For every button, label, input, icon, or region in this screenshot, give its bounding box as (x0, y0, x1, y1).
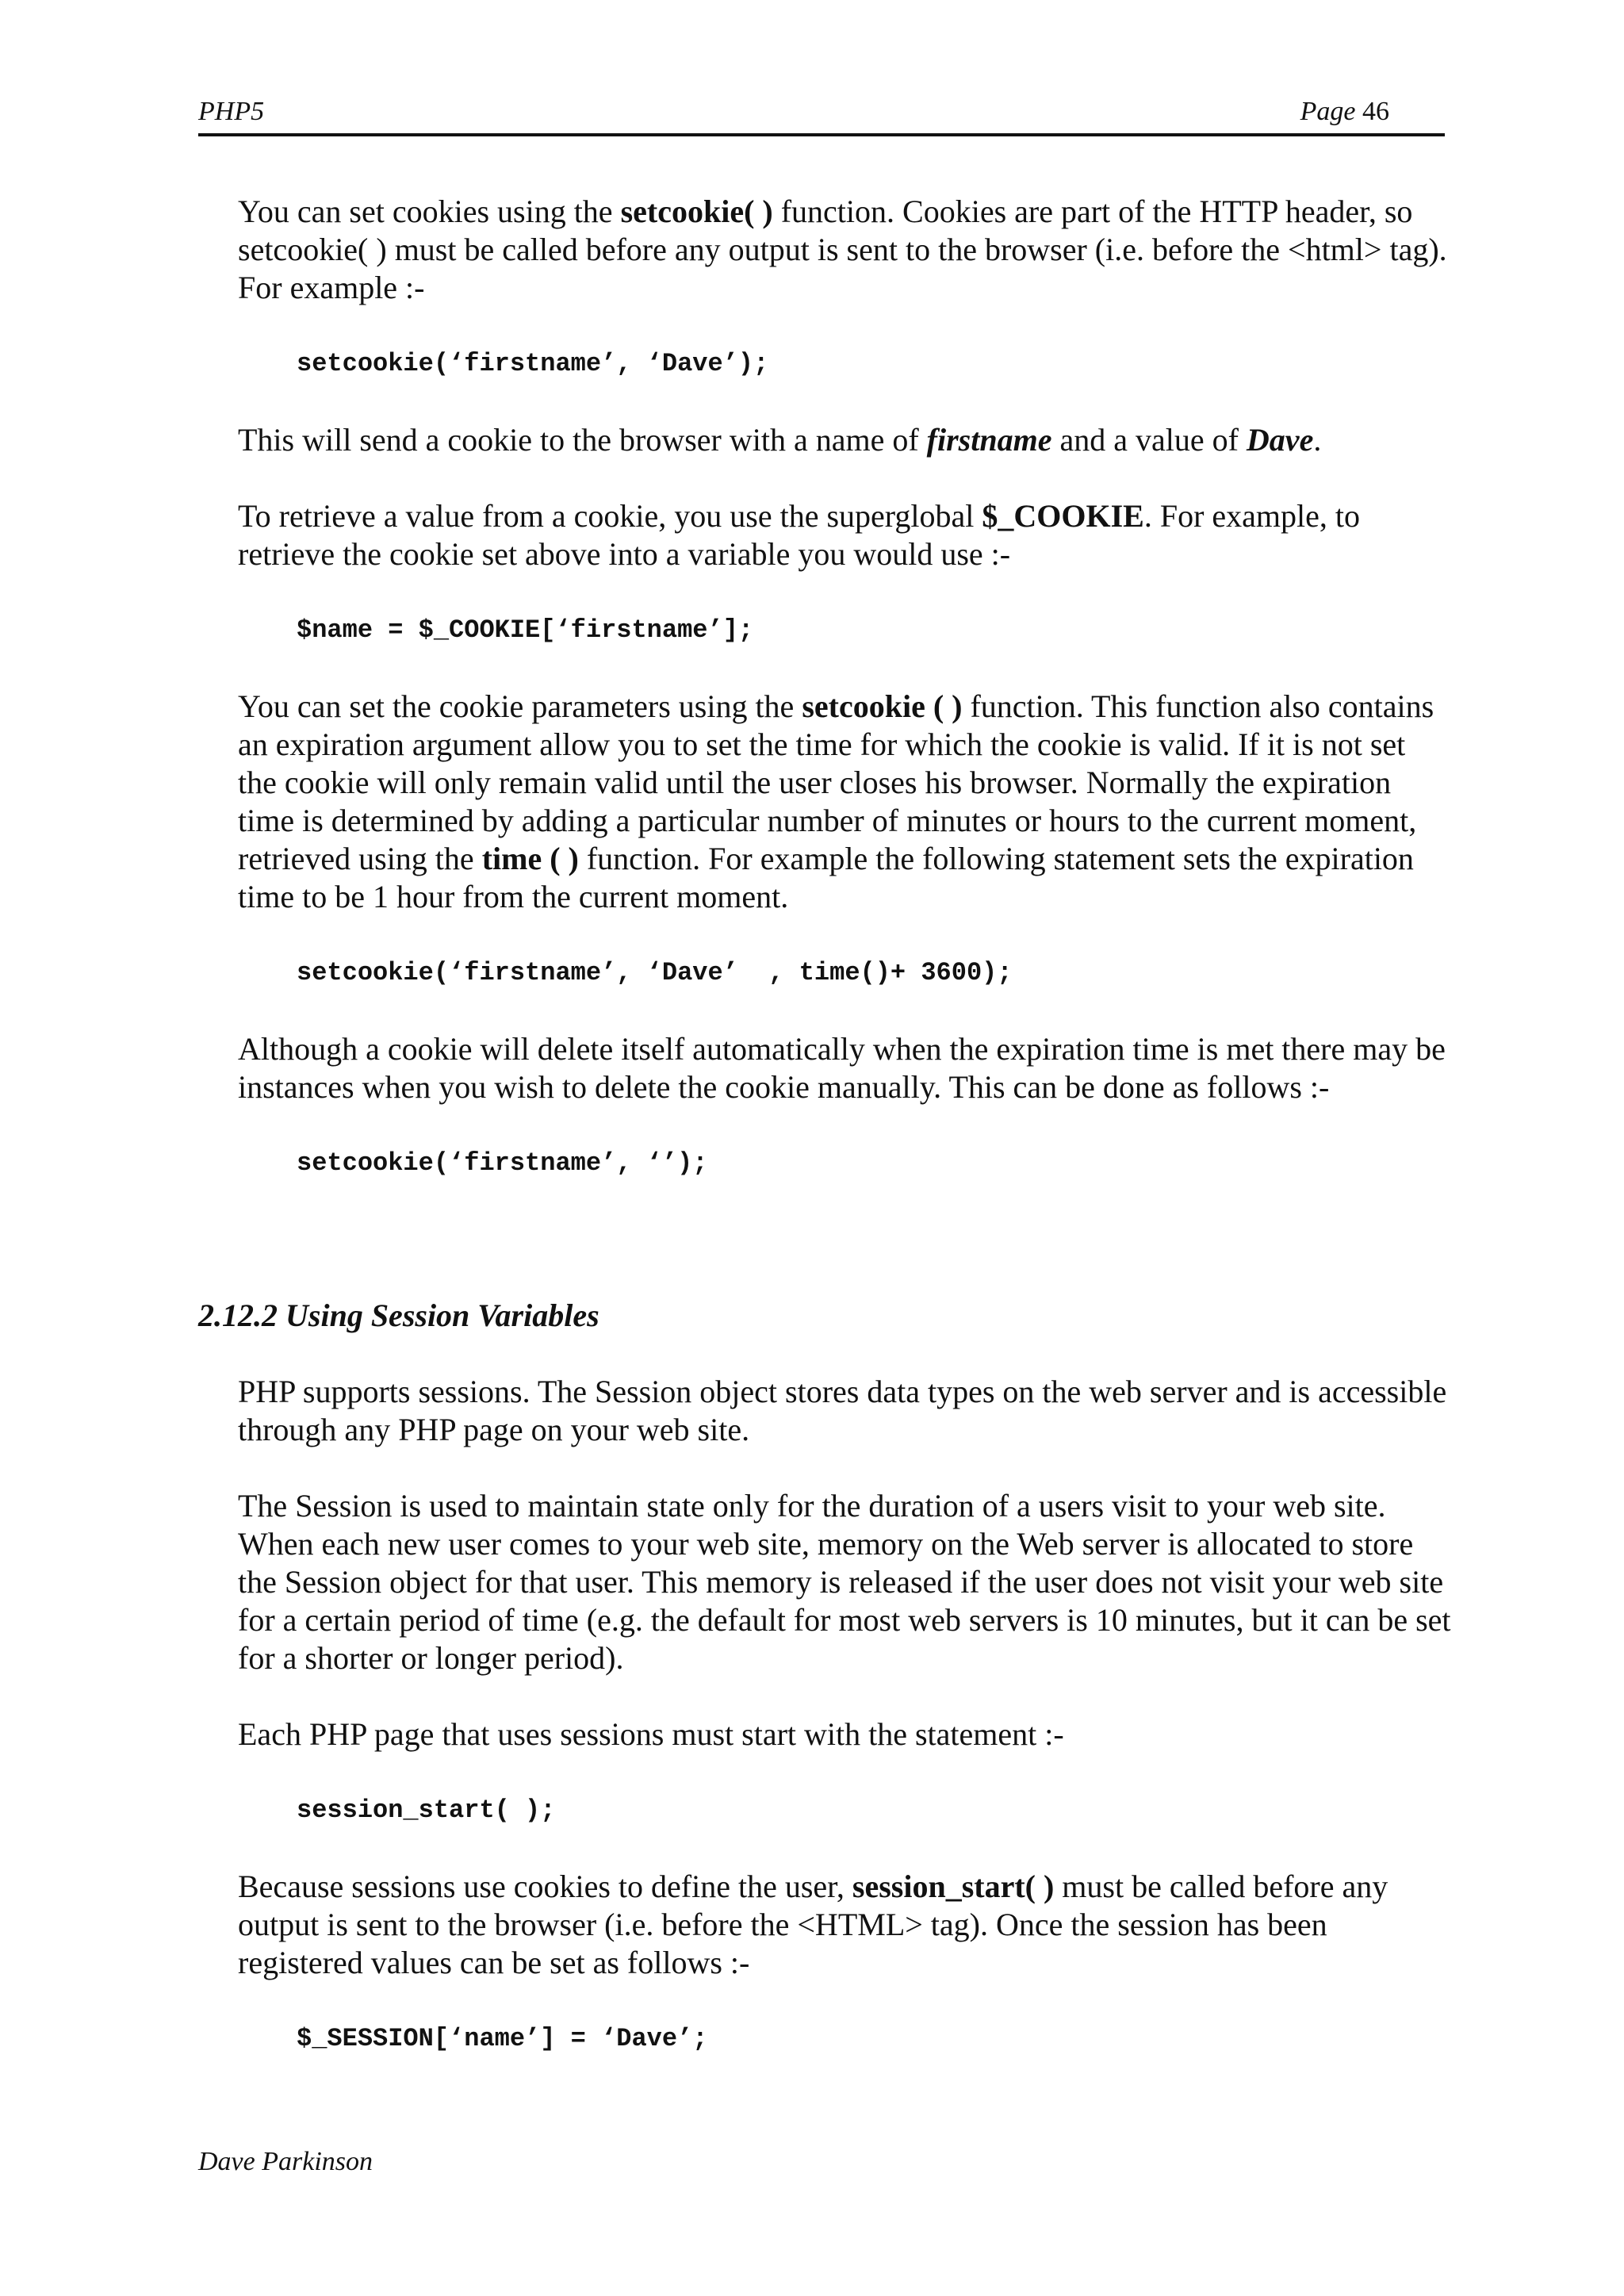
page-number (1300, 97, 1389, 127)
text-run: . (1313, 422, 1322, 458)
paragraph-cookie-explanation (238, 421, 1451, 459)
text-run: You can set the cookie parameters using the (238, 688, 802, 724)
code-example-cookie-delete: setcookie(‘firstname’, ‘’); (297, 1148, 708, 1178)
text-run: and a value of (1051, 422, 1247, 458)
page-content (198, 193, 1451, 2096)
text-run: You can set cookies using the (238, 194, 621, 229)
paragraph-setcookie-intro (238, 193, 1451, 307)
paragraph-retrieve-cookie (238, 497, 1451, 573)
paragraph-session-state: The Session is used to maintain state only for the duration of a users visit to your web site. When each new user comes to your web site, memory on the Web server is allocated to store the Session object for that user. This memory is released if the user does not visit your web site for a certain period of time (e.g. the default for most web servers is 10 minutes, but it can be set for a shorter or longer period). (238, 1488, 1451, 1676)
text-run: must be called before any output is sent to the browser (i.e. before the <HTML> tag). Once the session has been registered values can be set as follows :- (238, 1869, 1388, 1980)
code-example-session-start: session_start( ); (297, 1796, 556, 1825)
section-heading: 2.12.2 Using Session Variables (198, 1297, 599, 1333)
text-run: . For example, to retrieve the cookie set above into a variable you would use :- (238, 498, 1361, 572)
bold-term: time ( ) (481, 841, 579, 876)
code-example-setcookie: setcookie(‘firstname’, ‘Dave’); (297, 349, 769, 378)
text-run: To retrieve a value from a cookie, you use the superglobal (238, 498, 982, 534)
paragraph-delete-cookie: Although a cookie will delete itself automatically when the expiration time is met there may be instances when you wish to delete the cookie manually. This can be done as follows :- (238, 1031, 1446, 1105)
document-title: PHP5 (198, 97, 265, 126)
page-footer-author: Dave Parkinson (198, 2147, 373, 2176)
bold-term: session_start( ) (852, 1869, 1055, 1904)
text-run: function. This function also contains an expiration argument allow you to set the time for which the cookie is valid. If it is not set the cookie will only remain valid until the user closes his browser. Normally the expiration time is determined by adding a particular number of minutes or hours to the current moment, retrieved using the (238, 688, 1434, 876)
text-run: function. For example the following statement sets the expiration time to be 1 hour from the current moment. (238, 841, 1414, 914)
paragraph-sessions-intro: PHP supports sessions. The Session object stores data types on the web server and is accessible through any PHP page on your web site. (238, 1374, 1447, 1447)
text-run: This will send a cookie to the browser with a name of (238, 422, 927, 458)
paragraph-session-start: Each PHP page that uses sessions must start with the statement :- (238, 1716, 1064, 1752)
bold-term: setcookie( ) (620, 194, 773, 229)
emphasis-term: firstname (926, 422, 1052, 458)
text-run: function. Cookies are part of the HTTP header, so setcookie( ) must be called before any output is sent to the browser (i.e. before the <html> tag). For example :- (238, 194, 1447, 305)
page-number-value: 46 (1362, 97, 1389, 126)
paragraph-session-cookies (238, 1868, 1451, 1982)
page-label: Page (1300, 97, 1356, 126)
code-example-cookie-retrieve: $name = $_COOKIE[‘firstname’]; (297, 615, 754, 645)
text-run: Because sessions use cookies to define the user, (238, 1869, 852, 1904)
code-example-cookie-expiry: setcookie(‘firstname’, ‘Dave’ , time()+ 3600); (297, 958, 1013, 987)
code-example-session-set: $_SESSION[‘name’] = ‘Dave’; (297, 2024, 708, 2053)
emphasis-term: Dave (1246, 422, 1314, 458)
paragraph-cookie-expiration (238, 688, 1451, 916)
bold-term: $_COOKIE (982, 498, 1144, 534)
bold-term: setcookie ( ) (802, 688, 963, 724)
section-spacer (238, 1221, 1451, 1297)
page-header (198, 94, 1445, 136)
